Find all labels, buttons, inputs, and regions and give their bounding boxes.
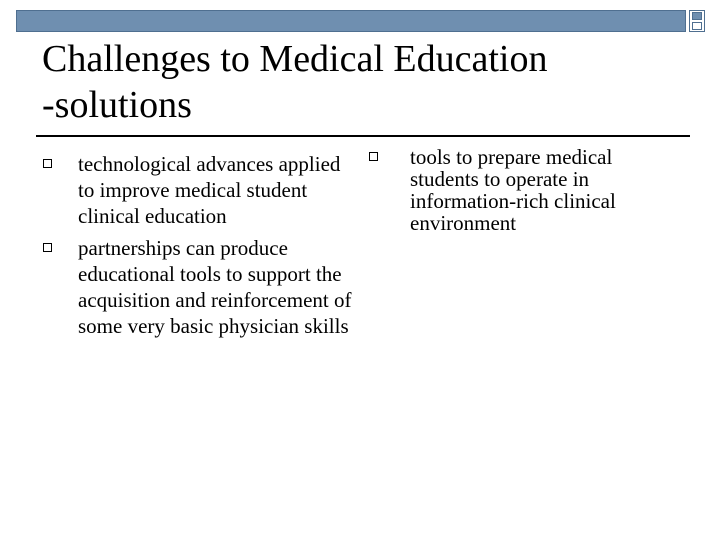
square-bullet-icon	[43, 159, 52, 168]
square-bullet-icon	[43, 243, 52, 252]
left-bullet-list	[40, 151, 360, 345]
corner-decoration	[689, 10, 705, 32]
slide-title	[42, 36, 682, 128]
bullet-text: tools to prepare medical students to operate in information-rich clinical environment	[410, 145, 616, 235]
bullet-item	[366, 146, 686, 234]
header-bar	[16, 10, 686, 32]
bullet-item	[40, 235, 360, 339]
corner-square-empty	[692, 22, 702, 30]
title-divider	[36, 135, 690, 137]
bullet-text: partnerships can produce educational tools to support the acquisition and reinforcement of some very basic physician skills	[78, 236, 352, 338]
bullet-item	[40, 151, 360, 229]
corner-square-filled	[692, 12, 702, 20]
bullet-text: technological advances applied to improve medical student clinical education	[78, 152, 341, 228]
square-bullet-icon	[369, 152, 378, 161]
slide-title-line1: Challenges to Medical Education	[42, 38, 548, 80]
right-bullet-list	[366, 146, 686, 240]
slide-title-line2: -solutions	[42, 84, 192, 126]
